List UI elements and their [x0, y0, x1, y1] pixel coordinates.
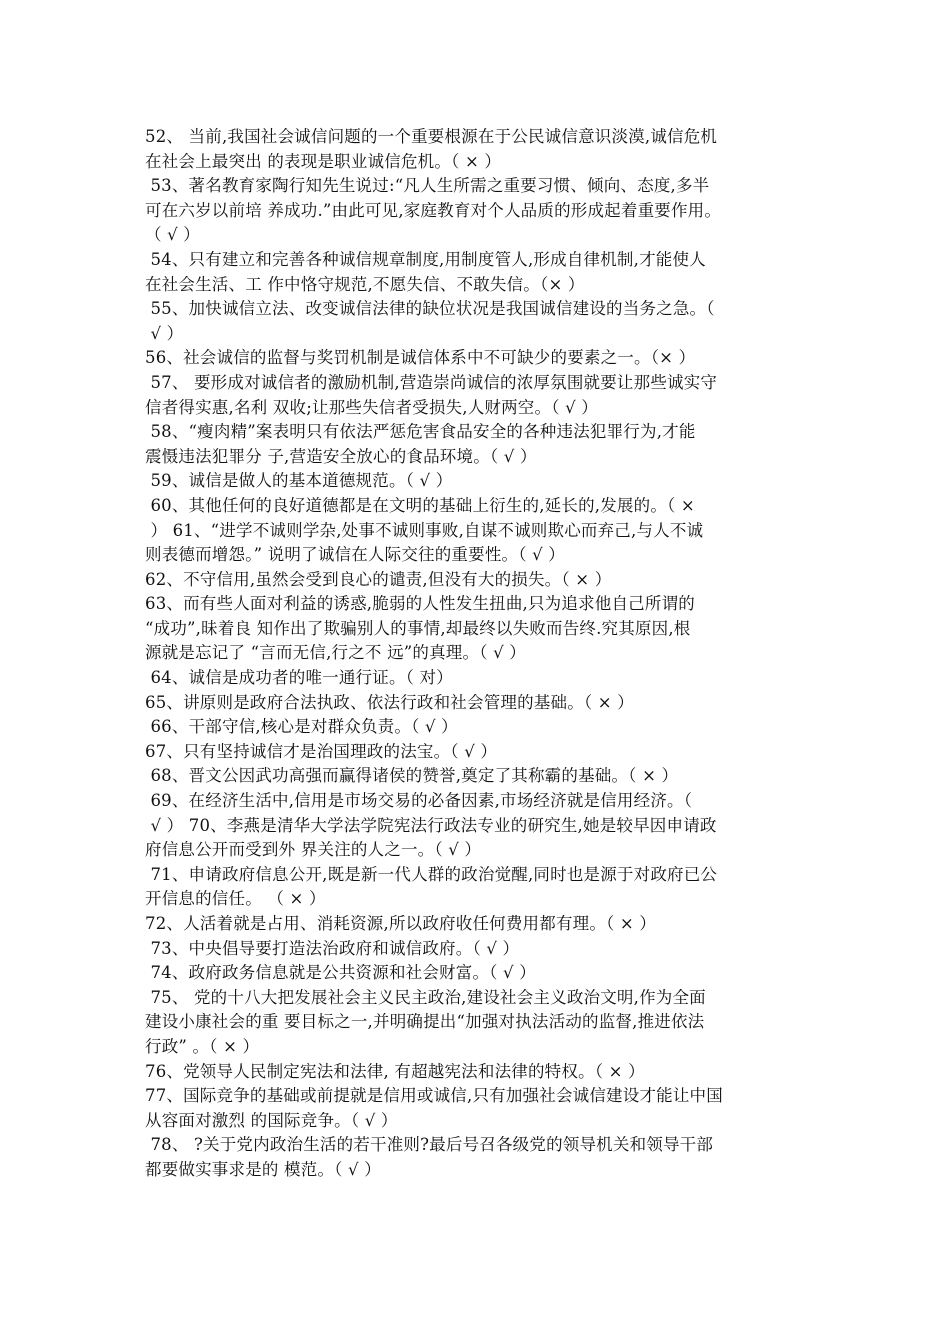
text-line: 76、党领导人民制定宪法和法律, 有超越宪法和法律的特权。（ × ） [145, 1061, 645, 1081]
text-line: 53、著名教育家陶行知先生说过:“凡人生所需之重要习惯、倾向、态度,多半 [145, 176, 710, 196]
text-line: 52、 当前,我国社会诚信问题的一个重要根源在于公民诚信意识淡漠,诚信危机 [145, 127, 718, 146]
text-line: 府信息公开而受到外 界关注的人之一。（ √ ） [145, 840, 482, 860]
text-line: √ ） [145, 323, 184, 343]
text-line: 55、加快诚信立法、改变诚信法律的缺位状况是我国诚信建设的当务之急。（ [145, 299, 715, 319]
text-line: “成功”,昧着良 知作出了欺骗别人的事情,却最终以失败而告终.究其原因,根 [145, 618, 691, 638]
text-line: 从容面对激烈 的国际竞争。（ √ ） [145, 1110, 398, 1130]
text-line: 72、人活着就是占用、消耗资源,所以政府收任何费用都有理。（ × ） [145, 914, 657, 933]
text-line: 71、申请政府信息公开,既是新一代人群的政治觉醒,同时也是源于对政府已公 [145, 864, 718, 884]
text-line: 59、诚信是做人的基本道德规范。（ √ ） [145, 471, 453, 491]
text-line: 57、 要形成对诚信者的激励机制,营造崇尚诚信的浓厚氛围就要让那些诚实守 [145, 372, 718, 392]
text-line: 60、其他任何的良好道德都是在文明的基础上衍生的,延长的,发展的。（ × [145, 495, 695, 515]
text-line: 62、不守信用,虽然会受到良心的谴责,但没有大的损失。（ × ） [145, 569, 612, 589]
text-line: 64、诚信是成功者的唯一通行证。（ 对） [145, 668, 453, 688]
text-line: 54、只有建立和完善各种诚信规章制度,用制度管人,形成自律机制,才能使人 [145, 249, 706, 269]
text-line: 建设小康社会的重 要目标之一,并明确提出“加强对执法活动的监督,推进依法 [145, 1012, 705, 1032]
text-line: 都要做实事求是的 模范。（ √ ） [145, 1159, 381, 1179]
text-line: 则表德而增怨。” 说明了诚信在人际交往的重要性。（ √ ） [145, 545, 565, 565]
text-line: 开信息的信任。 （ × ） [145, 889, 326, 909]
text-line: （ √ ） [145, 225, 201, 245]
text-line: 75、 党的十八大把发展社会主义民主政治,建设社会主义政治文明,作为全面 [145, 987, 706, 1007]
text-line: 77、国际竞争的基础或前提就是信用或诚信,只有加强社会诚信建设才能让中国 [145, 1086, 723, 1106]
text-line: 源就是忘记了 “言而无信,行之不 远”的真理。（ √ ） [145, 643, 526, 663]
text-line: 震慑违法犯罪分 子,营造安全放心的食品环境。（ √ ） [145, 446, 537, 466]
text-line: 74、政府政务信息就是公共资源和社会财富。（ √ ） [145, 963, 536, 983]
text-line: 63、而有些人面对利益的诱惑,脆弱的人性发生扭曲,只为追求他自己所谓的 [145, 594, 695, 614]
text-line: √ ） 70、李燕是清华大学法学院宪法行政法专业的研究生,她是较早因申请政 [145, 815, 717, 835]
text-line: 在社会生活、工 作中恪守规范,不愿失信、不敢失信。（× ） [145, 274, 585, 294]
text-line: 68、晋文公因武功高强而赢得诸侯的赞誉,奠定了其称霸的基础。（ × ） [145, 766, 679, 786]
text-line: 69、在经济生活中,信用是市场交易的必备因素,市场经济就是信用经济。（ [145, 791, 693, 811]
text-line: 65、讲原则是政府合法执政、依法行政和社会管理的基础。（ × ） [145, 692, 634, 712]
text-line: 73、中央倡导要打造法治政府和诚信政府。（ √ ） [145, 938, 520, 958]
text-line: 行政” 。（ × ） [145, 1036, 260, 1056]
text-line: 56、社会诚信的监督与奖罚机制是诚信体系中不可缺少的要素之一。（× ） [145, 348, 696, 368]
text-line: 58、“瘦肉精”案表明只有依法严惩危害食品安全的各种违法犯罪行为,才能 [145, 422, 696, 442]
text-line: 67、只有坚持诚信才是治国理政的法宝。（ √ ） [145, 741, 498, 761]
text-line: 在社会上最突出 的表现是职业诚信危机。（ × ） [145, 151, 502, 171]
text-line: ） 61、“进学不诚则学杂,处事不诚则事败,自谋不诚则欺心而弃己,与人不诚 [145, 520, 704, 540]
text-line: 78、 ?关于党内政治生活的若干准则?最后号召各级党的领导机关和领导干部 [145, 1135, 714, 1155]
text-line: 信者得实惠,名利 双收;让那些失信者受损失,人财两空。（ √ ） [145, 397, 598, 417]
document-body [145, 125, 810, 1183]
text-line: 66、干部守信,核心是对群众负责。（ √ ） [145, 717, 458, 737]
text-line: 可在六岁以前培 养成功.”由此可见,家庭教育对个人品质的形成起着重要作用。 [145, 200, 722, 220]
